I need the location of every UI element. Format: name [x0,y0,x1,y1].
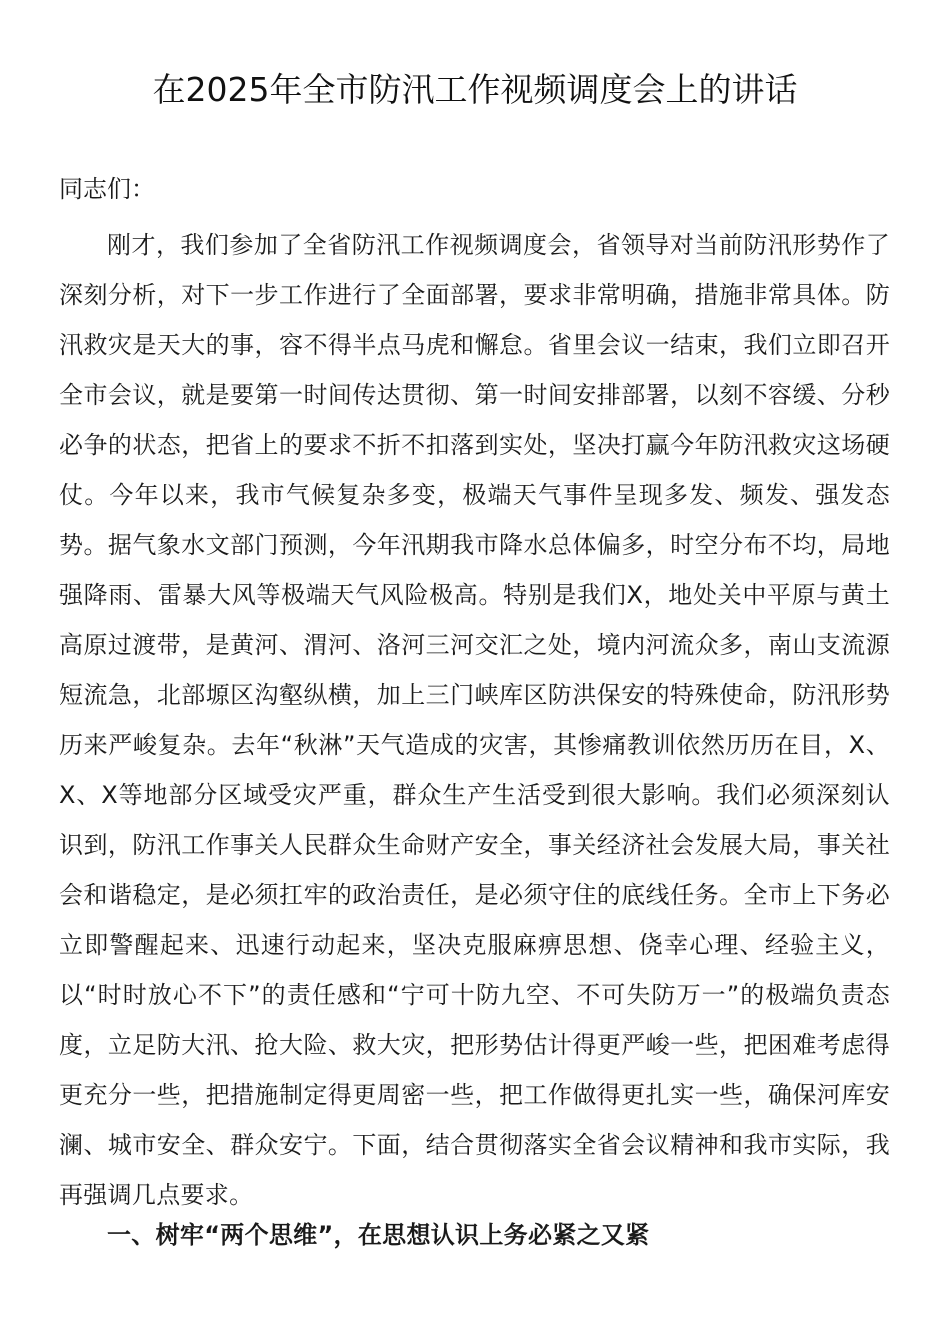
body-paragraph: 刚才，我们参加了全省防汛工作视频调度会，省领导对当前防汛形势作了深刻分析，对下一步工作进行了全面部署，要求非常明确，措施非常具体。防汛救灾是天大的事，容不得半点马虎和懈怠。省里会议一结束，我们立即召开全市会议，就是要第一时间传达贯彻、第一时间安排部署，以刻不容缓、分秒必争的状态，把省上的要求不折不扣落到实处，坚决打赢今年防汛救灾这场硬仗。今年以来，我市气候复杂多变，极端天气事件呈现多发、频发、强发态势。据气象水文部门预测，今年汛期我市降水总体偏多，时空分布不均，局地强降雨、雷暴大风等极端天气风险极高。特别是我们X，地处关中平原与黄土高原过渡带，是黄河、渭河、洛河三河交汇之处，境内河流众多，南山支流源短流急，北部塬区沟壑纵横，加上三门峡库区防洪保安的特殊使命，防汛形势历来严峻复杂。去年“秋淋”天气造成的灾害，其惨痛教训依然历历在目，X、X、X等地部分区域受灾严重，群众生产生活受到很大影响。我们必须深刻认识到，防汛工作事关人民群众生命财产安全，事关经济社会发展大局，事关社会和谐稳定，是必须扛牢的政治责任，是必须守住的底线任务。全市上下务必立即警醒起来、迅速行动起来，坚决克服麻痹思想、侥幸心理、经验主义，以“时时放心不下”的责任感和“宁可十防九空、不可失防万一”的极端负责态度，立足防大汛、抢大险、救大灾，把形势估计得更严峻一些，把困难考虑得更充分一些，把措施制定得更周密一些，把工作做得更扎实一些，确保河库安澜、城市安全、群众安宁。下面，结合贯彻落实全省会议精神和我市实际，我再强调几点要求。 [59,231,890,1209]
document-title: 在2025年全市防汛工作视频调度会上的讲话 [152,70,798,109]
salutation: 同志们： [59,175,155,203]
section-heading: 一、树牢“两个思维”，在思想认识上务必紧之又紧 [107,1221,650,1249]
